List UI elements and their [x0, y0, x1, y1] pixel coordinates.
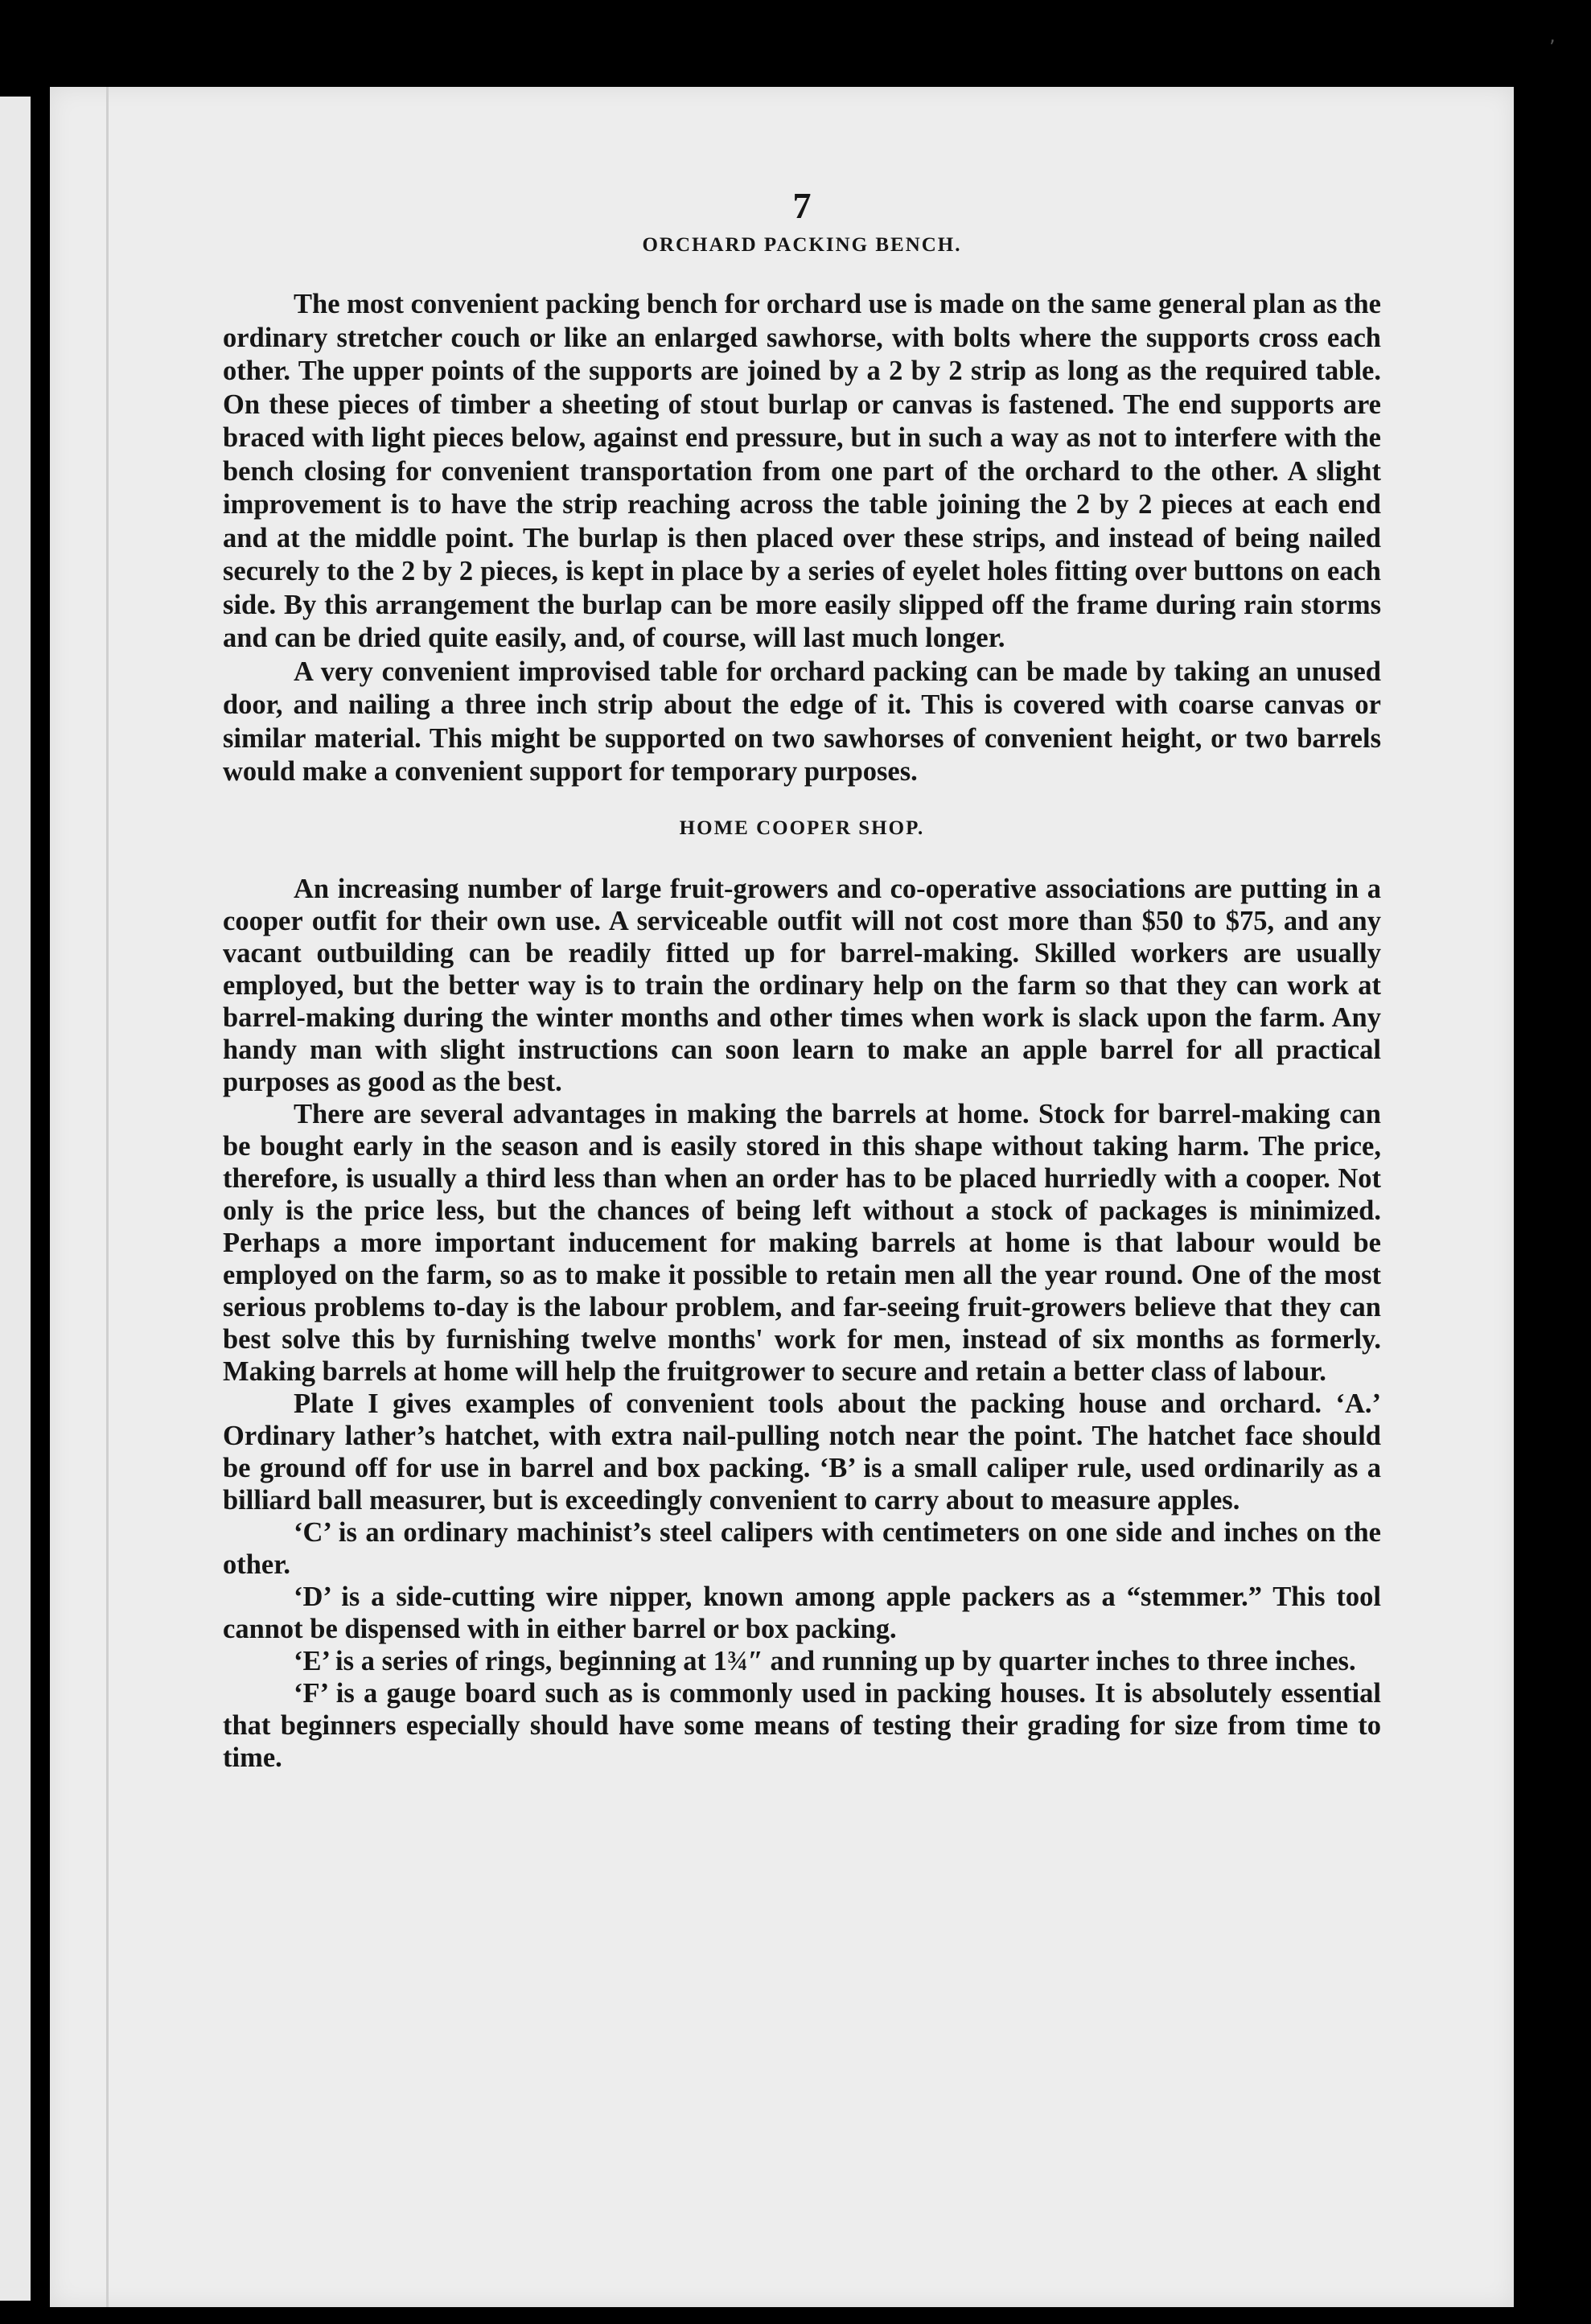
document-page — [50, 87, 1514, 2307]
paragraph: Plate I gives examples of convenient tools about the packing house and orchard. ‘A.’ Ordinary lather’s hatchet, with extra nail-pulling notch near the point. The hatchet face should be ground off for use in barrel and box packing. ‘B’ is a small caliper rule, used ordinarily as a billiard ball measurer, but is exceedingly convenient to carry about to measure apples. — [223, 1388, 1381, 1516]
section-home-cooper-shop — [223, 815, 1381, 1774]
section-orchard-packing-bench — [223, 232, 1381, 789]
scan-corner-mark: ‚ — [1549, 24, 1556, 47]
paragraph: The most convenient packing bench for orchard use is made on the same general plan as the ordinary stretcher couch or like an enlarged sawhorse, with bolts where the supports cross each other. The upper points of the supports are joined by a 2 by 2 strip as long as the required table. On these pieces of timber a sheeting of stout burlap or canvas is fastened. The end supports are braced with light pieces below, against end pressure, but in such a way as not to interfere with the bench closing for convenient transportation from one part of the orchard to the other. A slight improvement is to have the strip reaching across the table joining the 2 by 2 pieces at each end and at the middle point. The burlap is then placed over these strips, and instead of being nailed securely to the 2 by 2 pieces, is kept in place by a series of eyelet holes fitting over buttons on each side. By this arrangement the burlap can be more easily slipped off the frame during rain storms and can be dried quite easily, and, of course, will last much longer. — [223, 289, 1381, 653]
paragraph: ‘D’ is a side-cutting wire nipper, known among apple packers as a “stemmer.” This tool cannot be dispensed with in either barrel or box packing. — [223, 1581, 1381, 1644]
paragraph: An increasing number of large fruit-growers and co-operative associations are putting in a cooper outfit for their own use. A serviceable outfit will not cost more than $50 to $75, and any vacant outbuilding can be readily fitted up for barrel-making. Skilled workers are usually employed, but the better way is to train the ordinary help on the farm so that they can work at barrel-making during the winter months and other times when work is slack upon the farm. Any handy man with slight instructions can soon learn to make an apple barrel for all practical purposes as good as the best. — [223, 873, 1381, 1097]
facing-page-edge — [0, 97, 31, 2301]
section-heading: HOME COOPER SHOP. — [679, 816, 925, 839]
page-margin-line — [106, 87, 109, 2307]
paragraph: There are several advantages in making the barrels at home. Stock for barrel-making can be bought early in the season and is easily stored in this shape without taking harm. The price, therefore, is usually a third less than when an order has to be placed hurriedly with a cooper. Not only is the price less, but the chances of being left without a stock of packages is minimized. Perhaps a more important inducement for making barrels at home is that labour would be employed on the farm, so as to make it possible to retain men all the year round. One of the most serious problems to-day is the labour problem, and far-seeing fruit-growers believe that they can best solve this by furnishing twelve months' work for men, instead of six months as formerly. Making barrels at home will help the fruitgrower to secure and retain a better class of labour. — [223, 1098, 1381, 1387]
paragraph: ‘E’ is a series of rings, beginning at 1¾″ and running up by quarter inches to three inches. — [294, 1645, 1356, 1676]
paragraph: ‘F’ is a gauge board such as is commonly used in packing houses. It is absolutely essential that beginners especially should have some means of testing their grading for size from time to time. — [223, 1677, 1381, 1773]
paragraph: ‘C’ is an ordinary machinist’s steel calipers with centimeters on one side and inches on the other. — [223, 1516, 1381, 1580]
text-column — [223, 185, 1381, 1774]
section-heading: ORCHARD PACKING BENCH. — [642, 234, 962, 256]
page-number: 7 — [792, 185, 812, 226]
paragraph: A very convenient improvised table for orchard packing can be made by taking an unused door, and nailing a three inch strip about the edge of it. This is covered with coarse canvas or similar material. This might be supported on two sawhorses of convenient height, or two barrels would make a convenient support for temporary purposes. — [223, 656, 1381, 787]
